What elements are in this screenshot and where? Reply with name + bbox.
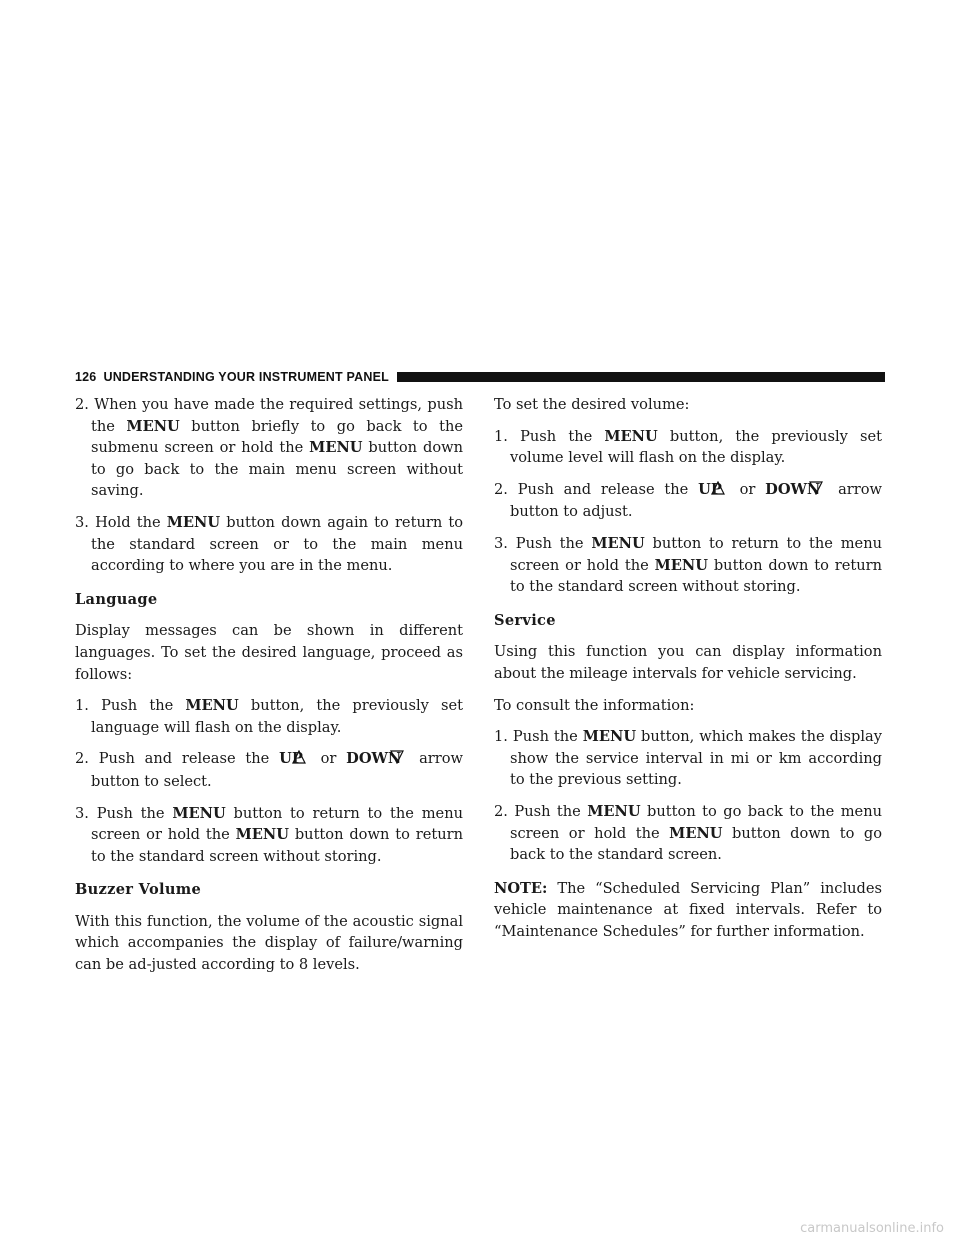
header-rule	[397, 372, 885, 382]
language-intro: Display messages can be shown in different languages. To set the desired language, proceed as follows:	[75, 622, 463, 683]
buzzer-volume-text: With this function, the volume of the acoustic signal which accompanies the display of failure/warning can be ad-justed according to 8 levels.	[75, 912, 463, 974]
list-item-volume-1: 1. Push the MENU button, the previously set volume level will flash on the display.	[494, 427, 882, 467]
list-item-step-2: 2. When you have made the required settings, push the MENU button briefly to go back to the submenu screen or hold the MENU button down to go back to the main menu screen without saving.	[75, 396, 464, 500]
list-item-step-3: 3. Hold the MENU button down again to return to the standard screen or to the main menu according to where you are in the menu.	[75, 513, 464, 575]
section-title: UNDERSTANDING YOUR INSTRUMENT PANEL	[103, 370, 389, 384]
page-header	[75, 369, 885, 385]
list-item-language-2: 2. Push and release the UP or DOWN arrow button to select.	[75, 750, 464, 790]
list-item-language-3: 3. Push the MENU button to return to the menu screen or hold the MENU button down to return to the standard screen without storing.	[75, 804, 463, 865]
volume-intro: To set the desired volume:	[494, 396, 690, 413]
watermark: carmanualsonline.info	[800, 1221, 944, 1236]
list-item-service-2: 2. Push the MENU button to go back to the menu screen or hold the MENU button down to go back to the standard screen.	[494, 802, 882, 864]
list-item-service-1: 1. Push the MENU button, which makes the display show the service interval in mi or km according to the previous setting.	[494, 728, 883, 789]
service-text: Using this function you can display information about the mileage intervals for vehicle servicing.	[494, 643, 882, 682]
note-label: NOTE:	[494, 879, 548, 897]
list-item-volume-3: 3. Push the MENU button to return to the menu screen or hold the MENU button down to return to the standard screen without storing.	[494, 534, 882, 596]
page-number: 126	[75, 370, 97, 384]
consult-intro: To consult the information:	[494, 696, 695, 714]
right-column	[494, 394, 882, 952]
heading-buzzer-volume: Buzzer Volume	[75, 881, 202, 899]
left-column	[75, 394, 463, 986]
note: NOTE: The “Scheduled Servicing Plan” includes vehicle maintenance at fixed intervals. Refer to “Maintenance Schedules” for further information.	[494, 879, 882, 940]
list-item-language-1: 1. Push the MENU button, the previously set language will flash on the display.	[75, 697, 463, 736]
heading-service: Service	[494, 611, 556, 629]
heading-language: Language	[75, 590, 158, 608]
list-item-volume-2: 2. Push and release the UP or DOWN arrow button to adjust.	[494, 480, 883, 521]
